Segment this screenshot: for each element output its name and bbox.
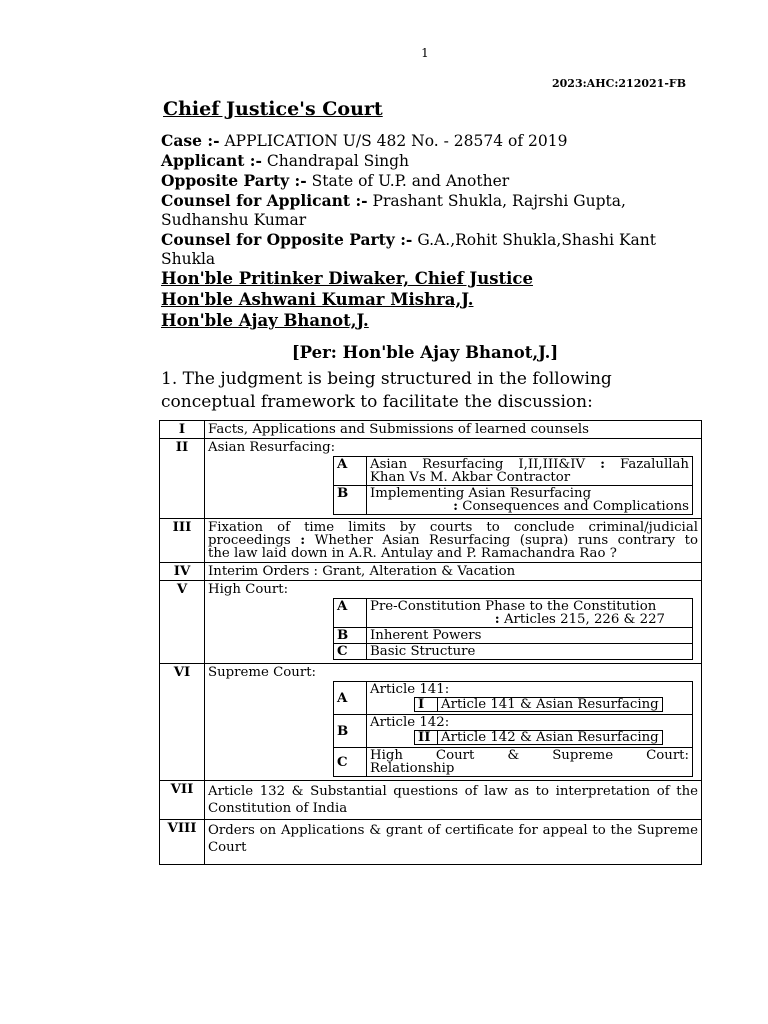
row-title: Asian Resurfacing: [208,440,336,455]
intro-paragraph: 1. The judgment is being structured in the following conceptual framework to facilitate the discussion: [161,369,612,412]
opposite-party-label: Opposite Party :- [161,171,307,190]
sub-text-part: Relationship [370,761,455,776]
table-row [160,820,702,865]
framework-table [159,420,702,865]
sub-text [367,486,693,515]
case-label: Case :- [161,131,220,150]
sub-sub-text: Article 142 & Asian Resurfacing [438,731,663,745]
row-title: Fixation of time limits by courts to conclude criminal/judicial [208,520,698,535]
sub-text-part: Article 141: [370,682,450,697]
row-title-part: the law laid down in A.R. Antulay and P. Ramachandra Rao ? [208,546,617,561]
row-title-part: proceedings [208,533,291,548]
sub-text-part: High Court & Supreme Court: [370,748,689,763]
page-number: 1 [421,46,429,60]
row-cell [205,664,702,781]
sub-label: B [334,486,367,515]
counsel-applicant-line [161,191,641,230]
sub-sub-table [414,697,663,712]
row-title: Supreme Court: [208,665,317,680]
sub-sub-label: II [415,731,438,745]
neutral-citation: 2023:AHC:212021-FB [551,77,686,90]
row-title: Facts, Applications and Submissions of learned counsels [205,421,702,439]
table-row [160,781,702,820]
sub-row [334,599,693,628]
opposite-party-value: State of U.P. and Another [311,172,510,190]
opposite-party-line [161,171,701,191]
row-title: Interim Orders : Grant, Alteration & Vacation [205,563,702,581]
case-value: APPLICATION U/S 482 No. - 28574 of 2019 [224,132,568,150]
sub-label: A [334,457,367,486]
row-number: II [160,439,205,519]
applicant-value: Chandrapal Singh [266,152,410,170]
row-cell [205,519,702,563]
row-cell [205,439,702,519]
sub-table [333,456,693,515]
counsel-opposite-value: G.A.,Rohit Shukla,Shashi Kant Shukla [161,231,657,268]
sub-text: Inherent Powers [367,628,693,644]
applicant-label: Applicant :- [161,151,262,170]
court-title: Chief Justice's Court [163,98,383,120]
row-number: I [160,421,205,439]
counsel-applicant-label: Counsel for Applicant :- [161,191,368,210]
sub-label: B [334,715,367,748]
authoring-judge: [Per: Hon'ble Ajay Bhanot,J.] [291,343,559,362]
sub-label: C [334,644,367,660]
sub-row [334,628,693,644]
counsel-applicant-value: Prashant Shukla, Rajrshi Gupta, Sudhanshu Kumar [161,192,626,229]
table-row [160,421,702,439]
applicant-line [161,151,701,171]
row-title: Article 132 & Substantial questions of law as to interpretation of the Constitution of India [205,781,702,820]
sub-text [367,748,693,777]
counsel-opposite-label: Counsel for Opposite Party :- [161,230,413,249]
sub-label: A [334,599,367,628]
sub-sub-text: Article 141 & Asian Resurfacing [438,698,663,712]
sub-text [367,457,693,486]
row-cell [205,581,702,664]
sub-label: B [334,628,367,644]
sub-label: A [334,682,367,715]
row-number: VII [160,781,205,820]
table-row [160,664,702,781]
sub-text-part: Fazalullah [620,457,689,472]
sub-sub-table [414,730,663,745]
sub-row [334,682,693,715]
sub-text [367,715,693,748]
sub-text-part: Articles 215, 226 & 227 [503,612,665,627]
sub-text-part: Implementing Asian Resurfacing [370,486,592,501]
sub-row [334,748,693,777]
sub-row [334,644,693,660]
row-number: IV [160,563,205,581]
bench-list [161,268,533,331]
table-row [160,563,702,581]
sub-text-part: Khan Vs M. Akbar Contractor [370,470,571,485]
row-title: Orders on Applications & grant of certificate for appeal to the Supreme Court [205,820,702,865]
table-row [160,519,702,563]
table-row [160,439,702,519]
counsel-opposite-line [161,230,681,269]
sub-text-part: Asian Resurfacing I,II,III&IV [370,457,586,472]
sub-table [333,598,693,660]
colon-separator: : [600,457,605,472]
sub-sub-label: I [415,698,438,712]
sub-text-part: Article 142: [370,715,450,730]
sub-row [334,457,693,486]
sub-text-part: Pre-Constitution Phase to the Constitution [370,599,657,614]
sub-text [367,599,693,628]
sub-text: Basic Structure [367,644,693,660]
sub-text-part: Consequences and Complications [462,499,689,514]
sub-table [333,681,693,777]
judge-name: Hon'ble Ashwani Kumar Mishra,J. [161,290,474,309]
row-number: VIII [160,820,205,865]
colon-separator: : [494,612,500,627]
sub-row [334,486,693,515]
row-number: VI [160,664,205,781]
row-number: V [160,581,205,664]
row-title: High Court: [208,582,289,597]
judge-name: Hon'ble Ajay Bhanot,J. [161,311,369,330]
case-line [161,131,701,151]
sub-row [334,715,693,748]
row-title-part: Whether Asian Resurfacing (supra) runs contrary to [314,533,698,548]
colon-separator: : [300,533,306,548]
judge-name: Hon'ble Pritinker Diwaker, Chief Justice [161,269,533,288]
case-details [161,131,701,269]
sub-label: C [334,748,367,777]
colon-separator: : [453,499,459,514]
table-row [160,581,702,664]
sub-text [367,682,693,715]
row-number: III [160,519,205,563]
